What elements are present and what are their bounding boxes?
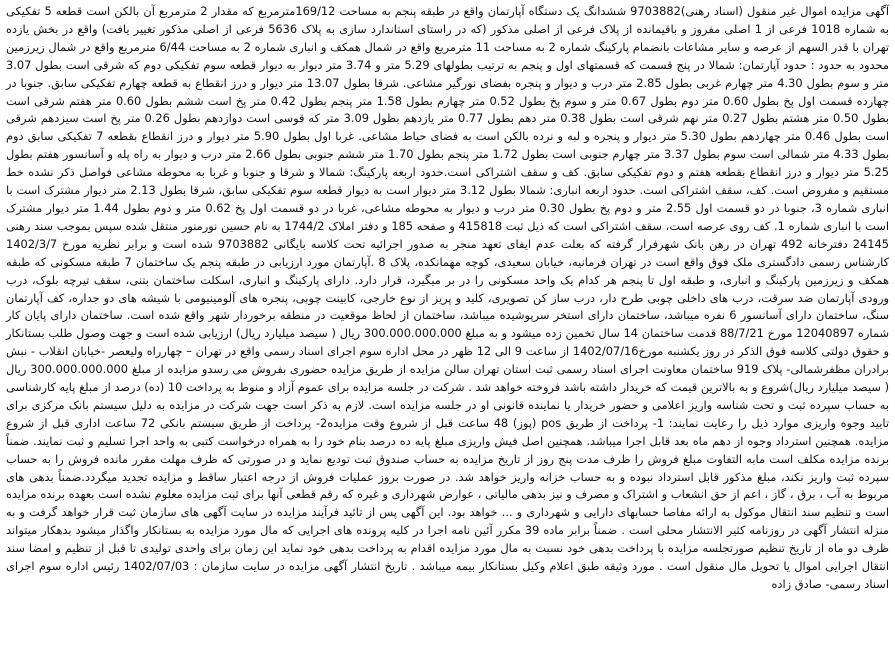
auction-notice-text: آگهی مزایده اموال غیر منقول (اسناد رهنی)9703882 ششدانگ یک دستگاه آپارتمان واقع در طبقه پنجم به مساحت 169/12مترمربع که مقدار 2 مترمربع آن بالکن است قطعه 5 تفکیکی به شماره 1018 فرعی از 1 اصلی مفروز و باقیمانده از پلاک فرعی از اصلی مذکور (که در راستای استاندارد سازی به پلاک 5636 فرعی از اصلی مذکور تغییر یافت) واقع در بخش یازده تهران با قدر السهم از عرصه و سایر مشاعات بانضمام پارکینگ شماره 2 به مساحت 11 مترمربع واقع در شمال همکف و انباری شماره 2 به مساحت 6/44 مترمربع واقع در شمال زیرزمین محدود به حدود : حدود آپارتمان: شمالا در پنج قسمت که قسمتهای اول و پنجم به ترتیب بطولهای 5.29 متر و 3.74 متر دیوار به دیوار قطعه سوم تفکیکی دوم که شرقی است بطول 3.07 متر و سوم بطول 4.30 متر چهارم غربی بطول 2.85 متر درب و دیوار و پنجره بفضای نورگیر مشاعی. شرقا بطول 13.07 متر دیوار و درز انقطاع به قطعه چهارم تفکیکی سابق. جنوبا در چهارده قسمت اول پخ بطول 0.60 متر دوم بطول 0.67 متر و سوم پخ بطول 0.52 متر چهارم بطول 1.58 متر پنجم بطول 0.42 متر پخ است ششم بطول 0.60 متر هفتم شرقی است بطول 0.50 متر هشتم بطول 0.27 متر نهم شرقی است بطول 0.38 متر دهم بطول 0.77 متر یازدهم بطول 3.09 متر که قوسی است دوازدهم بطول 0.26 متر پخ است سیزدهم شرقی است بطول 0.46 متر چهاردهم بطول 5.30 متر دیوار و پنجره و لبه و نرده بالکن است به فضای حیاط مشاعی. غربا اول بطول 5.90 متر دیوار و درز انقطاع بقطعه 7 تفکیکی سابق دوم بطول 4.33 متر شمالی است سوم بطول 3.37 متر چهارم جنوبی است بطول 1.72 متر پنجم بطول 1.70 متر ششم جنوبی بطول 2.66 متر درب و دیوار به راه پله و آسانسور هفتم بطول 5.25 متر دیوار و درز انقطاع بقطعه هفتم و دوم تفکیکی سابق. کف و سقف اشتراکی است.حدود اربعه پارکینگ: شمالا و شرقا و جنوبا و غربا به محوطه مشاعی فواصل ذکر نشده خط مستقیم و مفروض است. کف، سقف اشتراکی است. حدود اربعه انباری: شمالا بطول 3.12 متر دیوار است به دیوار قطعه سوم تفکیکی سابق، شرقا بطول 2.13 متر دیوار مشترک است با انباری شماره 3، جنوبا در دو قسمت اول 2.55 متر و دوم پخ بطول 0.30 متر درب و دیوار به محوطه مشاعی، غربا در دو قسمت اول پخ 0.62 متر و دوم بطول 1.44 متر دیوار مشترک است با انباری شماره 1. کف روی عرصه است، سقف اشتراکی است که ذیل ثبت 415818 و صفحه 185 و دفتر املاک 1744/2 به نام حسین نورمنور منتقل شده سپس بموجب سند رهنی 24145 دفترخانه 492 تهران در رهن بانک شهرفرار گرفته که بعلت عدم ایفای تعهد منجر به صدور اجرائیه تحت کلاسه بایگانی 9703882 شده است و برابر نظریه مورخ 1402/3/7 کارشناس رسمی دادگستری ملک فوق واقع است در تهران فرمانیه، خیابان سعیدی، کوچه مهمانکده، پلاک 8 .آپارتمان مورد ارزیابی در طبقه پنجم یک ساختمان 7 طبقه مسکونی که طبقه همکف و زیرزمین پارکینگ و انباری، و طبقه اول تا پنجم هر کدام یک واحد مسکونی را در بر میگیرد، قرار دارد. دارای پارکینگ و انباری، اسکلت ساختمان بتنی، سقف تیرچه بلوک، درب ورودی آپارتمان ضد سرقت، درب های داخلی چوبی طرح دار، درب ساز کن تصویری، کلید و پریز از نوع خارجی، کابینت چوبی، پنجره های آلومینیومی با شیشه های دو جداره، کف آپارتمان سنگ، ساختمان دارای آسانسور 6 نفره میباشد، ساختمان دارای استخر سرپوشیده میباشد، ساختمان از لحاظ موقعیت در منطقه برخوردار شهر واقع شده است. ساختمان دارای پایان کار شماره 12040897 مورخ 88/7/21 قدمت ساختمان 14 سال تخمین زده میشود و به مبلغ 300.000.000.000 ریال ( سیصد میلیارد ریال) ارزیابی شده است و جهت وصول طلب بستانکار و حقوق دولتی کلاسه فوق الذکر در روز یکشنبه مورخ1402/07/16 از ساعت 9 الی 12 ظهر در محل اداره سوم اجرای اسناد رسمی واقع در تهران – چهارراه ولیعصر -خیابان انقلاب - نبش برادران مظفرشمالی- پلاک 919 ساختمان معاونت اجرای اسناد رسمی ثبت استان تهران سالن مزایده از طریق مزایده حضوری بفروش می رسدو مزایده از مبلغ 300.000.000.000 ریال ( سیصد میلیارد ریال)شروع و به بالاترین قیمت که خریدار داشته باشد فروخته خواهد شد . شرکت در جلسه مزایده برای عموم آزاد و منوط به پرداخت 10 (ده) درصد از مبلغ پایه کارشناسی به حساب سپرده ثبت و تحت شناسه واریز اعلامی و حضور خریدار یا نماینده قانونی او در جلسه مزایده است. لازم به ذکر است جهت شرکت در مزایده به دلیل سیستم بانک مرکزی برای تایید وجوه واریزی موارد ذیل را رعایت نمایند: 1- پرداخت از طریق pos (پوز) 48 ساعت قبل از شروع وقت مزایده2- پرداخت از طریق سیستم بانکی 72 ساعت اداری قبل از شروع مزایده. همچنین استرداد وجوه از دهم ماه بعد قابل اجرا میباشد. همچنین اصل فیش واریزی مبلغ پایه ده درصد بنام خود را به همراه درخواست کتبی به واحد اجرا تسلیم و ثبت نمایند. ضمناً برنده مزایده مکلف است مابه التفاوت مبلغ فروش را ظرف مدت پنج روز از تاریخ مزایده به حساب صندوق ثبت تودیع نماید و در صورتی که ظرف مهلت مقرر مانده فروش را به حساب سپرده ثبت واریز نکند، مبلغ مذکور قابل استرداد نبوده و به حساب خزانه واریز خواهد شد. در صورت بروز عملیات فروش از درجه اعتبار ساقط و مزایده تجدید میگردد.ضمناً بدهی های مربوط به آب ، برق ، گاز ، اعم از حق انشعاب و اشتراک و مصرف و نیز بدهی مالیاتی ، عوارض شهرداری و غیره که رقم قطعی آنها برای ثبت مزایده معلوم نشده است بعهده برنده مزایده است و تنظیم سند انتقال موکول به ارائه مفاصا حسابهای دارایی و شهرداری و ... خواهد بود. این آگهی پس از تائید فرآیند مزایده در سایت آگهی های سازمان ثبت قرار خواهد گرفت و به منزله انتشار آگهی در روزنامه کثیر الانتشار محلی است . ضمناً برابر ماده 39 مکرر آئین نامه اجرا در کلیه پرونده های اجرایی که مال مورد مزایده به بستانکار واگذار میشود بدهکار میتواند ظرف دو ماه از تاریخ تنظیم صورتجلسه مزایده با پرداخت بدهی خود نسبت به مال مورد مزایده اقدام به پرداخت بدهی خود نماید این زمان برای واحدی تولیدی تا قبل از تنظیم و امضا سند انتقال اجرایی اموال یا تحویل مال منقول است . مورد وثیقه طبق اعلام وکیل بستانکار بیمه میباشد . تاریخ انتشار آگهی مزایده در سایت سازمان : 1402/07/03 رئیس اداره سوم اجرای اسناد رسمی- صادق زاده [6,4,890,591]
